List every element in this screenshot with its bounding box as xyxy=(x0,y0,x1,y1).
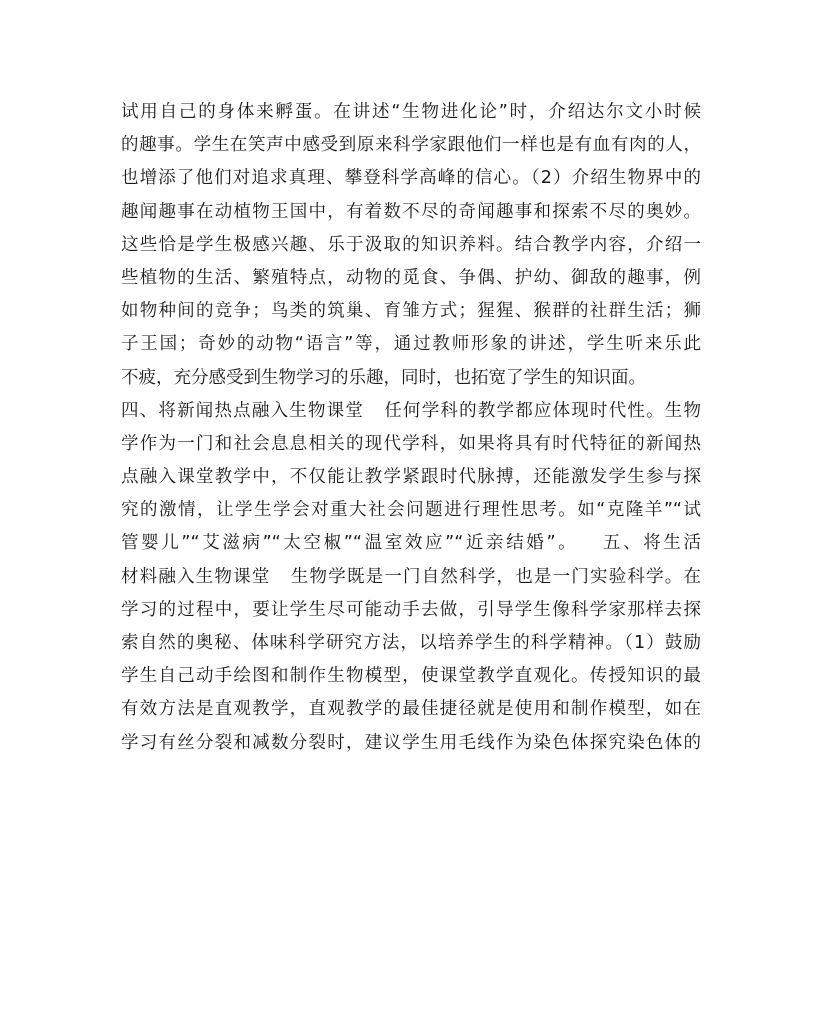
text-line: 试用自己的身体来孵蛋。在讲述“生物进化论”时，介绍达尔文小时候 xyxy=(121,102,701,122)
text-line: 管婴儿”“艾滋病”“太空椒”“温室效应”“近亲结婚”。 五、将生活 xyxy=(121,533,701,554)
text-line: 些植物的生活、繁殖特点，动物的觅食、争偶、护幼、御敌的趣事，例 xyxy=(121,267,701,288)
text-line: 材料融入生物课堂 生物学既是一门自然科学，也是一门实验科学。在 xyxy=(121,566,701,587)
text-line: 学习有丝分裂和减数分裂时，建议学生用毛线作为染色体探究染色体的 xyxy=(121,732,701,753)
text-line: 有效方法是直观教学，直观教学的最佳捷径就是使用和制作模型，如在 xyxy=(121,699,701,720)
text-line: 不疲，充分感受到生物学习的乐趣，同时，也拓宽了学生的知识面。 xyxy=(121,367,646,388)
text-line: 学作为一门和社会息息相关的现代学科，如果将具有时代特征的新闻热 xyxy=(121,433,701,454)
text-line: 如物种间的竞争；鸟类的筑巢、育雏方式；猩猩、猴群的社群生活；狮 xyxy=(121,301,701,322)
text-line: 学生自己动手绘图和制作生物模型，使课堂教学直观化。传授知识的最 xyxy=(121,666,701,687)
text-line: 也增添了他们对追求真理、攀登科学高峰的信心。（2）介绍生物界中的 xyxy=(121,168,701,189)
body-text xyxy=(121,96,701,760)
text-line: 趣闻趣事在动植物王国中，有着数不尽的奇闻趣事和探索不尽的奥妙。 xyxy=(121,201,701,222)
text-line: 点融入课堂教学中，不仅能让教学紧跟时代脉搏，还能激发学生参与探 xyxy=(121,467,701,488)
text-line: 四、将新闻热点融入生物课堂 任何学科的教学都应体现时代性。生物 xyxy=(121,400,701,421)
text-line: 这些恰是学生极感兴趣、乐于汲取的知识养料。结合教学内容，介绍一 xyxy=(121,234,701,255)
text-line: 学习的过程中，要让学生尽可能动手去做，引导学生像科学家那样去探 xyxy=(121,599,701,620)
text-line: 究的激情，让学生学会对重大社会问题进行理性思考。如“克隆羊”“试 xyxy=(121,500,701,521)
text-line: 的趣事。学生在笑声中感受到原来科学家跟他们一样也是有血有肉的人， xyxy=(121,135,701,156)
text-line: 索自然的奥秘、体味科学研究方法，以培养学生的科学精神。（1）鼓励 xyxy=(121,633,701,653)
text-line: 子王国；奇妙的动物“语言”等，通过教师形象的讲述，学生听来乐此 xyxy=(121,334,701,355)
